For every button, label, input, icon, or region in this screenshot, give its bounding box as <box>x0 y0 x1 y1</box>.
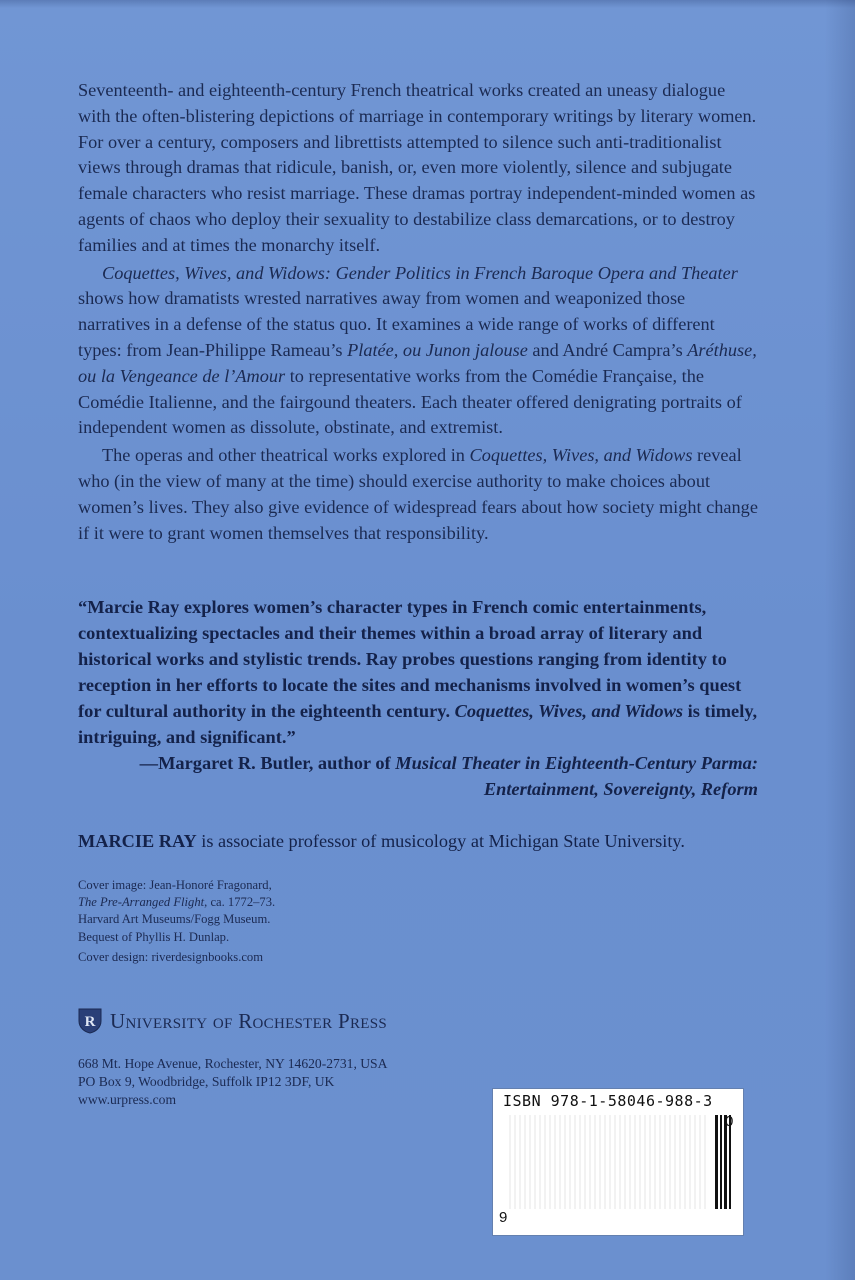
book-description <box>78 78 758 546</box>
publisher-name: University of Rochester Press <box>110 1008 387 1033</box>
author-bio-text: is associate professor of musicology at Michigan State University. <box>196 831 685 851</box>
description-paragraph-2: Coquettes, Wives, and Widows: Gender Politics in French Baroque Opera and Theater shows how dramatists wrested narratives away from women and weaponized those narratives in a defense of the status quo. It examines a wide range of works of different types: from Jean-Philippe Rameau’s Platée, ou Junon jalouse and André Campra’s Aréthuse, ou la Vengeance de l’Amour to representative works from the Comédie Française, the Comédie Italienne, and the fairgound theaters. Each theater offered denigrating portraits of independent women as dissolute, obstinate, and extremist. <box>78 262 757 438</box>
work-title-platee: Platée, ou Junon jalouse <box>347 339 528 360</box>
description-paragraph-3: The operas and other theatrical works explored in Coquettes, Wives, and Widows reveal who (in the view of many at the time) should exercise authority to make choices about women’s lives. They also give evidence of widespread fears about how society might change if it were to grant women themselves that responsibility. <box>78 445 758 543</box>
credit-line: Bequest of Phyllis H. Dunlap. <box>78 929 230 944</box>
endorsement-quote <box>78 594 758 802</box>
cover-top-edge <box>0 0 855 8</box>
author-name: MARCIE RAY <box>78 831 197 851</box>
isbn-barcode <box>493 1089 743 1235</box>
author-bio <box>78 828 778 854</box>
isbn-text: ISBN 978-1-58046-988-3 <box>503 1092 713 1110</box>
work-title-arethuse: Aréthuse, ou la Vengeance de l’Amour <box>78 339 757 386</box>
barcode-digit-right: 0 <box>725 1113 734 1130</box>
publisher-address <box>78 1055 478 1109</box>
publisher-shield-letter: R <box>84 1014 96 1030</box>
barcode-digit-left: 9 <box>499 1209 508 1226</box>
address-line: PO Box 9, Woodbridge, Suffolk IP12 3DF, UK <box>78 1074 335 1089</box>
book-title-italic: Coquettes, Wives, and Widows <box>454 701 684 721</box>
cover-credits <box>78 877 378 966</box>
publisher-shield-icon <box>78 1008 102 1034</box>
cover-right-edge <box>825 0 855 1280</box>
publisher-logo <box>78 1008 387 1034</box>
credit-line: Cover design: riverdesignbooks.com <box>78 949 264 964</box>
book-title-italic: Coquettes, Wives, and Widows: Gender Politics in French Baroque Opera and Theater <box>102 262 738 283</box>
credit-line: The Pre-Arranged Flight, ca. 1772–73. <box>78 895 276 910</box>
barcode-faint-bars <box>509 1115 709 1209</box>
description-paragraph-1: Seventeenth- and eighteenth-century French theatrical works created an uneasy dialogue with the often-blistering depictions of marriage in contemporary writings by literary women. For over a century, composers and librettists attempted to silence such anti-traditionalist views through dramas that ridicule, banish, or, even more violently, silence and subjugate female characters who resist marriage. These dramas portray independent-minded women as agents of chaos who deploy their sexuality to destabilize class demarcations, or to destroy families and at times the monarchy itself. <box>78 80 757 255</box>
publisher-website: www.urpress.com <box>78 1092 177 1107</box>
quote-text: “Marcie Ray explores women’s character types in French comic entertainments, contextualizing spectacles and their themes within a broad array of literary and historical works and stylistic trends. Ray probes questions ranging from identity to reception in her efforts to locate the sites and mechanisms involved in women’s quest for cultural authority in the eighteenth century. Coquettes, Wives, and Widows is timely, intriguing, and significant.” <box>78 597 758 747</box>
book-title-italic: Coquettes, Wives, and Widows <box>469 445 693 466</box>
credit-line: Harvard Art Museums/Fogg Museum. <box>78 912 271 927</box>
barcode-bar <box>715 1115 718 1209</box>
barcode-bar <box>720 1115 722 1209</box>
quote-attribution: —Margaret R. Butler, author of Musical Theater in Eighteenth-Century Parma: Entertainment, Sovereignty, Reform <box>139 753 758 799</box>
address-line: 668 Mt. Hope Avenue, Rochester, NY 14620-2731, USA <box>78 1056 388 1071</box>
credit-line: Cover image: Jean-Honoré Fragonard, <box>78 878 272 892</box>
